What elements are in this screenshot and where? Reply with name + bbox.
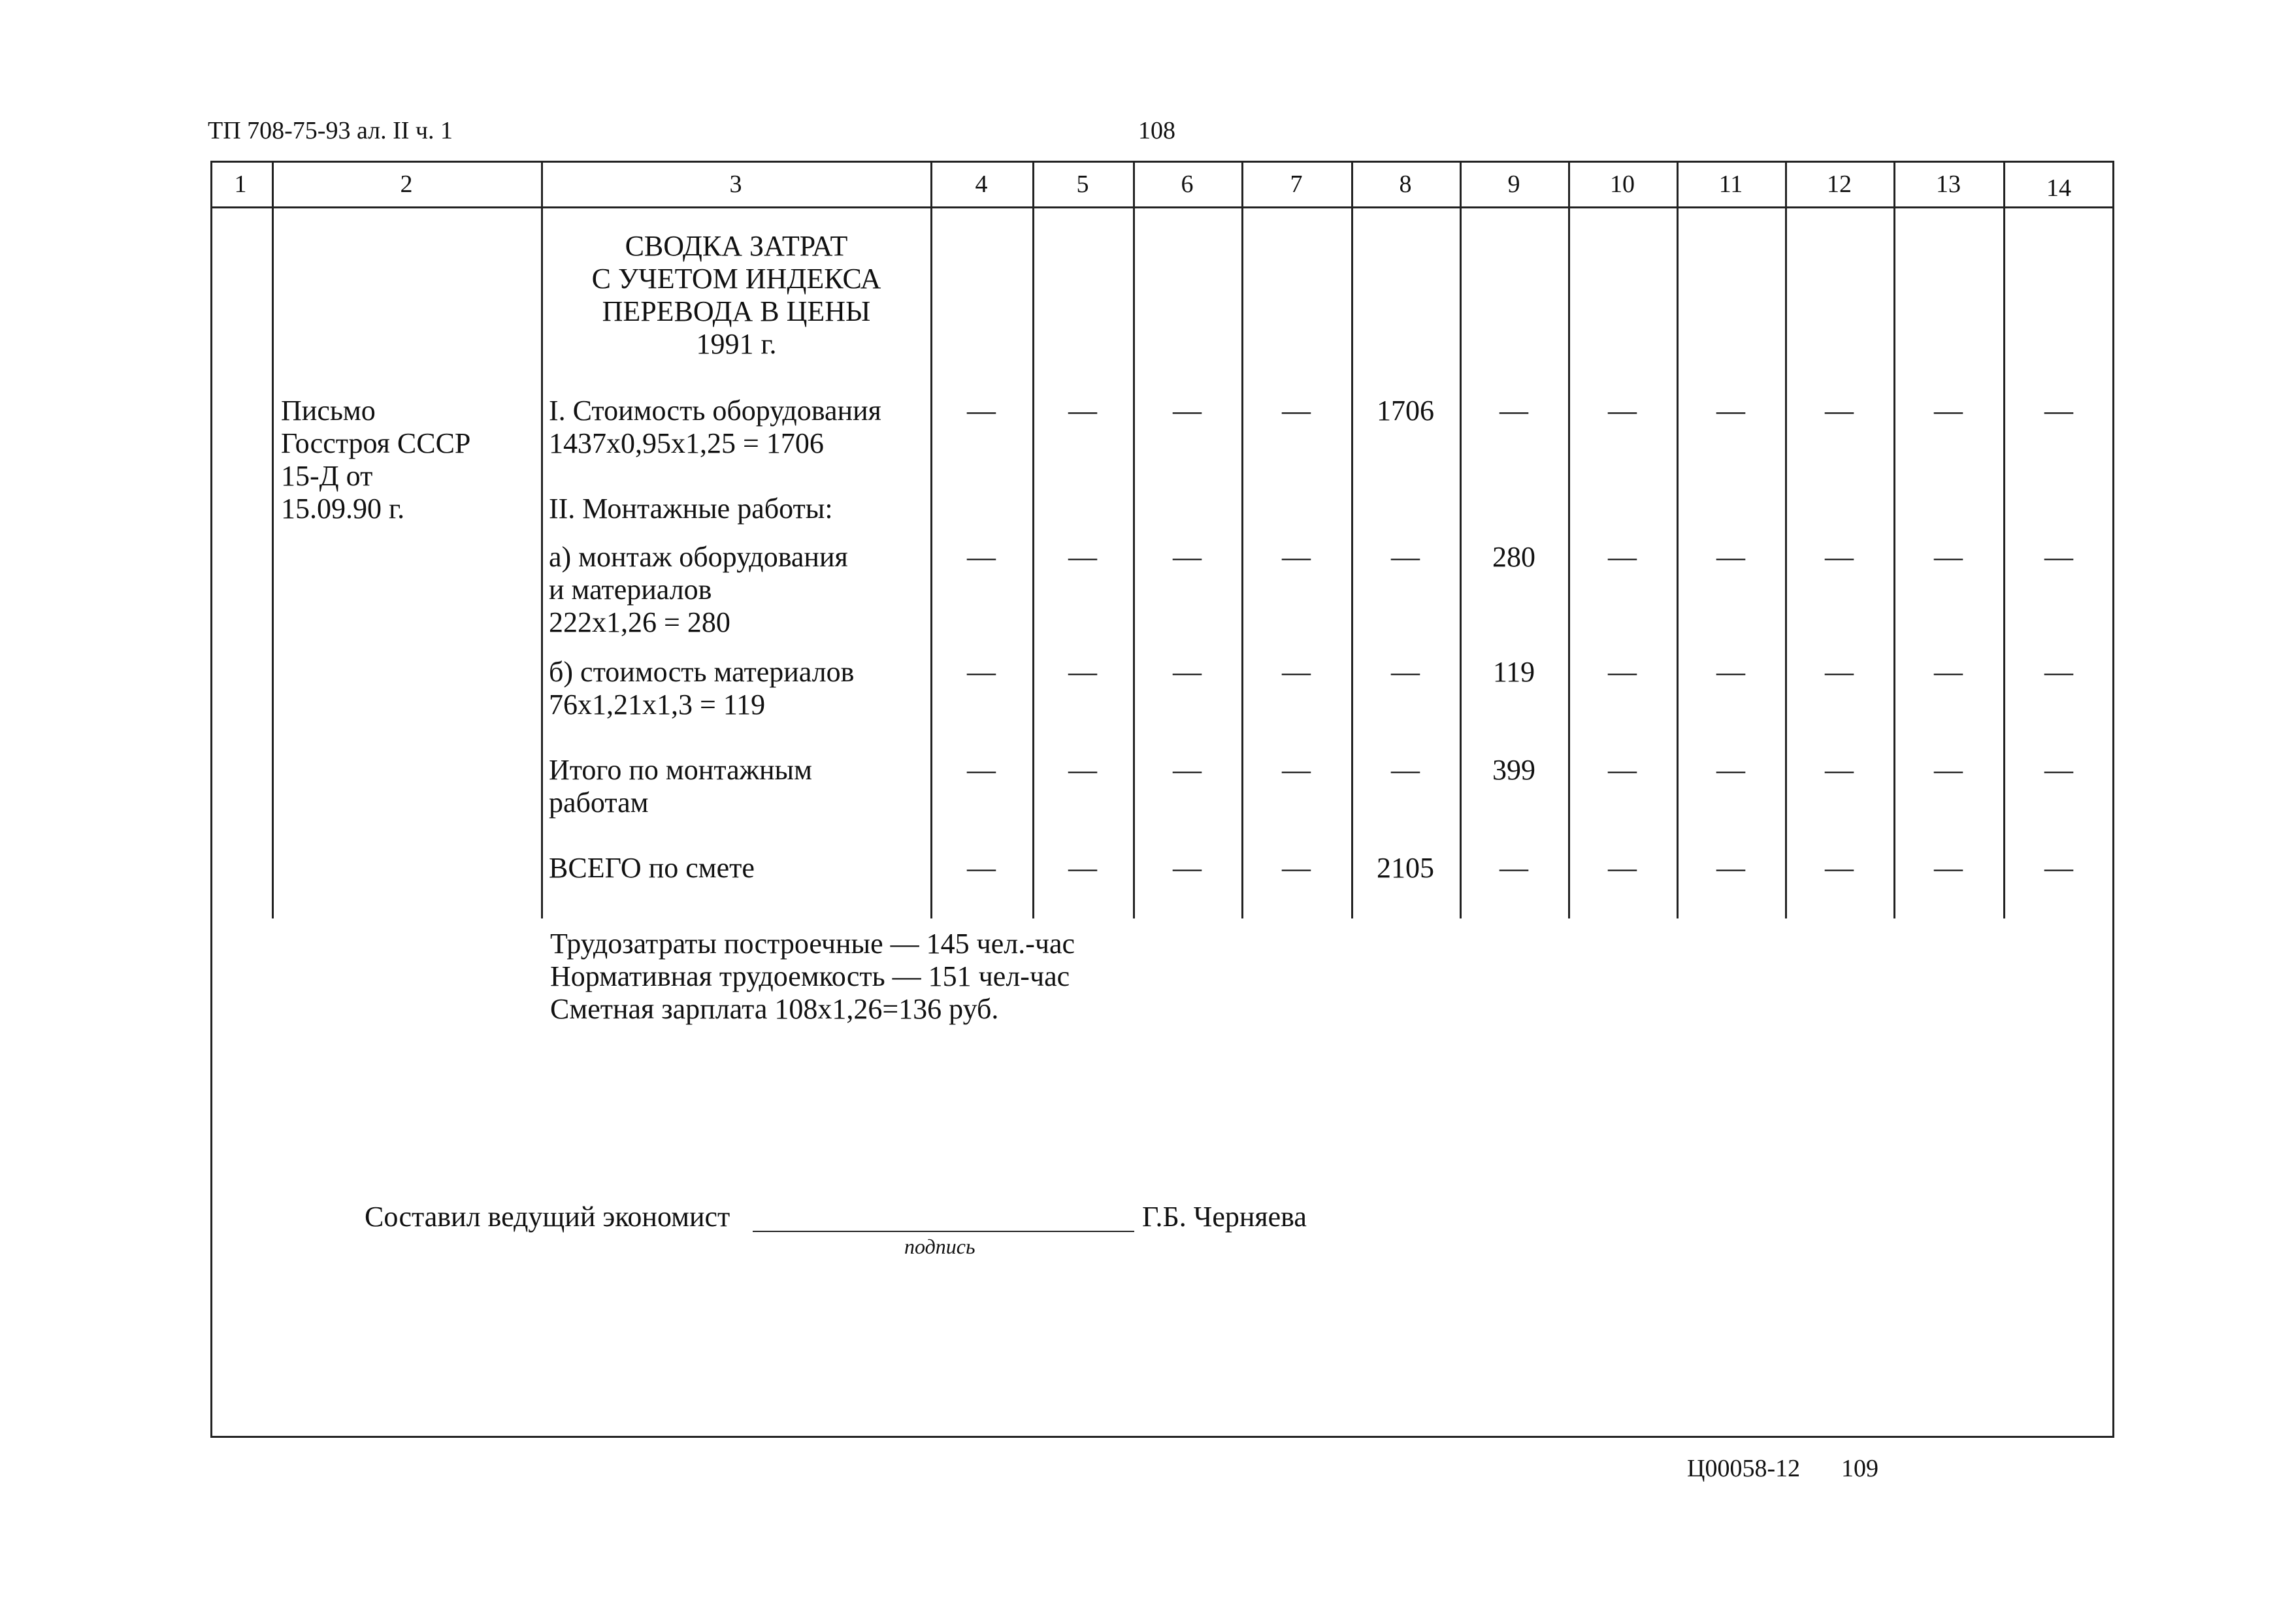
source-line: 15-Д от	[281, 460, 373, 492]
row-text-line: ВСЕГО по смете	[549, 852, 755, 884]
value-cell: —	[1282, 852, 1311, 884]
value-cell: —	[1825, 754, 1854, 786]
value-cell: 119	[1492, 656, 1535, 688]
source-reference	[281, 395, 470, 525]
value-cell: —	[1391, 754, 1420, 786]
column-number: 5	[1076, 171, 1089, 198]
source-line: Письмо	[281, 395, 376, 427]
column-number: 10	[1610, 171, 1635, 198]
value-cell: —	[1173, 754, 1202, 786]
value-cell: —	[1068, 656, 1097, 688]
value-cell: —	[1608, 656, 1637, 688]
value-cell: —	[967, 541, 996, 573]
column-number: 4	[975, 171, 988, 198]
value-cell: —	[1068, 541, 1097, 573]
signature-line	[753, 1231, 1134, 1232]
column-divider	[1241, 161, 1243, 918]
signature-label: Составил ведущий экономист	[365, 1201, 730, 1233]
column-divider	[1351, 161, 1353, 918]
value-cell: —	[1716, 395, 1745, 427]
page-number: 108	[1138, 117, 1175, 144]
row-label-installation	[549, 493, 833, 525]
column-divider	[1568, 161, 1570, 918]
column-number: 1	[234, 171, 247, 198]
value-cell: —	[2044, 754, 2073, 786]
row-label-materials	[549, 656, 854, 721]
value-cell: —	[1934, 656, 1963, 688]
row-text-line: 76х1,21х1,3 = 119	[549, 689, 766, 721]
value-cell: —	[1282, 541, 1311, 573]
column-divider	[2003, 161, 2005, 918]
source-line: Госстроя СССР	[281, 427, 471, 459]
value-cell: —	[1608, 395, 1637, 427]
column-number: 7	[1290, 171, 1303, 198]
value-cell: —	[1825, 541, 1854, 573]
title-line: СВОДКА ЗАТРАТ	[625, 230, 848, 262]
column-divider	[930, 161, 932, 918]
row-text-line: 222х1,26 = 280	[549, 606, 730, 638]
note-line: Нормативная трудоемкость — 151 чел-час	[550, 960, 1070, 992]
row-text-line: Итого по монтажным	[549, 754, 812, 786]
title-line: ПЕРЕВОДА В ЦЕНЫ	[602, 295, 871, 327]
row-text-line: а) монтаж оборудования	[549, 541, 848, 573]
column-divider	[1460, 161, 1462, 918]
signatory-name: Г.Б. Черняева	[1142, 1201, 1307, 1233]
value-cell: —	[1934, 754, 1963, 786]
column-divider	[1785, 161, 1787, 918]
value-cell: —	[1825, 395, 1854, 427]
column-divider	[1133, 161, 1135, 918]
row-label-grand-total	[549, 852, 755, 885]
value-cell: —	[1608, 541, 1637, 573]
signature-caption: подпись	[904, 1235, 975, 1258]
row-label-equipment	[549, 395, 881, 460]
document-code: ТП 708-75-93 ал. II ч. 1	[208, 117, 453, 144]
value-cell: —	[1391, 656, 1420, 688]
column-divider	[272, 161, 274, 918]
note-line: Сметная зарплата 108х1,26=136 руб.	[550, 993, 999, 1025]
value-cell: 280	[1492, 541, 1535, 573]
column-number: 14	[2046, 174, 2071, 202]
title-line: 1991 г.	[696, 328, 777, 360]
value-cell: —	[1608, 754, 1637, 786]
row-text-line: работам	[549, 787, 649, 819]
value-cell: —	[967, 395, 996, 427]
value-cell: —	[1716, 656, 1745, 688]
value-cell: 1706	[1377, 395, 1434, 427]
column-number: 12	[1827, 171, 1852, 198]
value-cell: —	[1282, 656, 1311, 688]
summary-title	[542, 230, 930, 361]
row-text-line: и материалов	[549, 574, 712, 606]
value-cell: —	[1934, 395, 1963, 427]
value-cell: —	[1716, 754, 1745, 786]
row-text-line: 1437х0,95х1,25 = 1706	[549, 427, 824, 459]
value-cell: 2105	[1377, 852, 1434, 884]
value-cell: —	[1391, 541, 1420, 573]
value-cell: —	[1499, 852, 1528, 884]
value-cell: —	[1173, 852, 1202, 884]
value-cell: —	[1068, 395, 1097, 427]
value-cell: —	[2044, 541, 2073, 573]
row-label-installation-total	[549, 754, 812, 819]
value-cell: —	[1282, 754, 1311, 786]
value-cell: —	[1934, 852, 1963, 884]
value-cell: —	[1173, 656, 1202, 688]
column-number: 6	[1181, 171, 1194, 198]
footer-code: Ц00058-12	[1687, 1455, 1801, 1482]
value-cell: —	[1173, 541, 1202, 573]
source-line: 15.09.90 г.	[281, 493, 405, 525]
value-cell: —	[1825, 656, 1854, 688]
column-number: 8	[1399, 171, 1412, 198]
value-cell: —	[2044, 852, 2073, 884]
row-text-line: II. Монтажные работы:	[549, 493, 833, 525]
value-cell: —	[1173, 395, 1202, 427]
value-cell: —	[967, 754, 996, 786]
row-text-line: б) стоимость материалов	[549, 656, 855, 688]
column-divider	[1893, 161, 1895, 918]
value-cell: —	[967, 852, 996, 884]
value-cell: —	[1282, 395, 1311, 427]
title-line: С УЧЕТОМ ИНДЕКСА	[591, 263, 881, 295]
table-frame	[210, 161, 2114, 1438]
column-number: 13	[1936, 171, 1961, 198]
value-cell: —	[967, 656, 996, 688]
value-cell: 399	[1492, 754, 1535, 786]
header-row-divider	[210, 206, 2114, 208]
column-number: 2	[400, 171, 413, 198]
column-divider	[1032, 161, 1034, 918]
value-cell: —	[1716, 541, 1745, 573]
column-divider	[1677, 161, 1679, 918]
labor-notes	[550, 928, 1075, 1026]
column-number: 9	[1507, 171, 1520, 198]
value-cell: —	[2044, 395, 2073, 427]
value-cell: —	[1068, 852, 1097, 884]
value-cell: —	[2044, 656, 2073, 688]
value-cell: —	[1716, 852, 1745, 884]
value-cell: —	[1068, 754, 1097, 786]
value-cell: —	[1608, 852, 1637, 884]
column-number: 3	[729, 171, 742, 198]
column-number: 11	[1718, 171, 1743, 198]
row-text-line: I. Стоимость оборудования	[549, 395, 881, 427]
value-cell: —	[1934, 541, 1963, 573]
value-cell: —	[1825, 852, 1854, 884]
note-line: Трудозатраты построечные — 145 чел.-час	[550, 928, 1075, 960]
row-label-installation-equipment	[549, 541, 848, 639]
value-cell: —	[1499, 395, 1528, 427]
footer-page-number: 109	[1841, 1455, 1878, 1482]
